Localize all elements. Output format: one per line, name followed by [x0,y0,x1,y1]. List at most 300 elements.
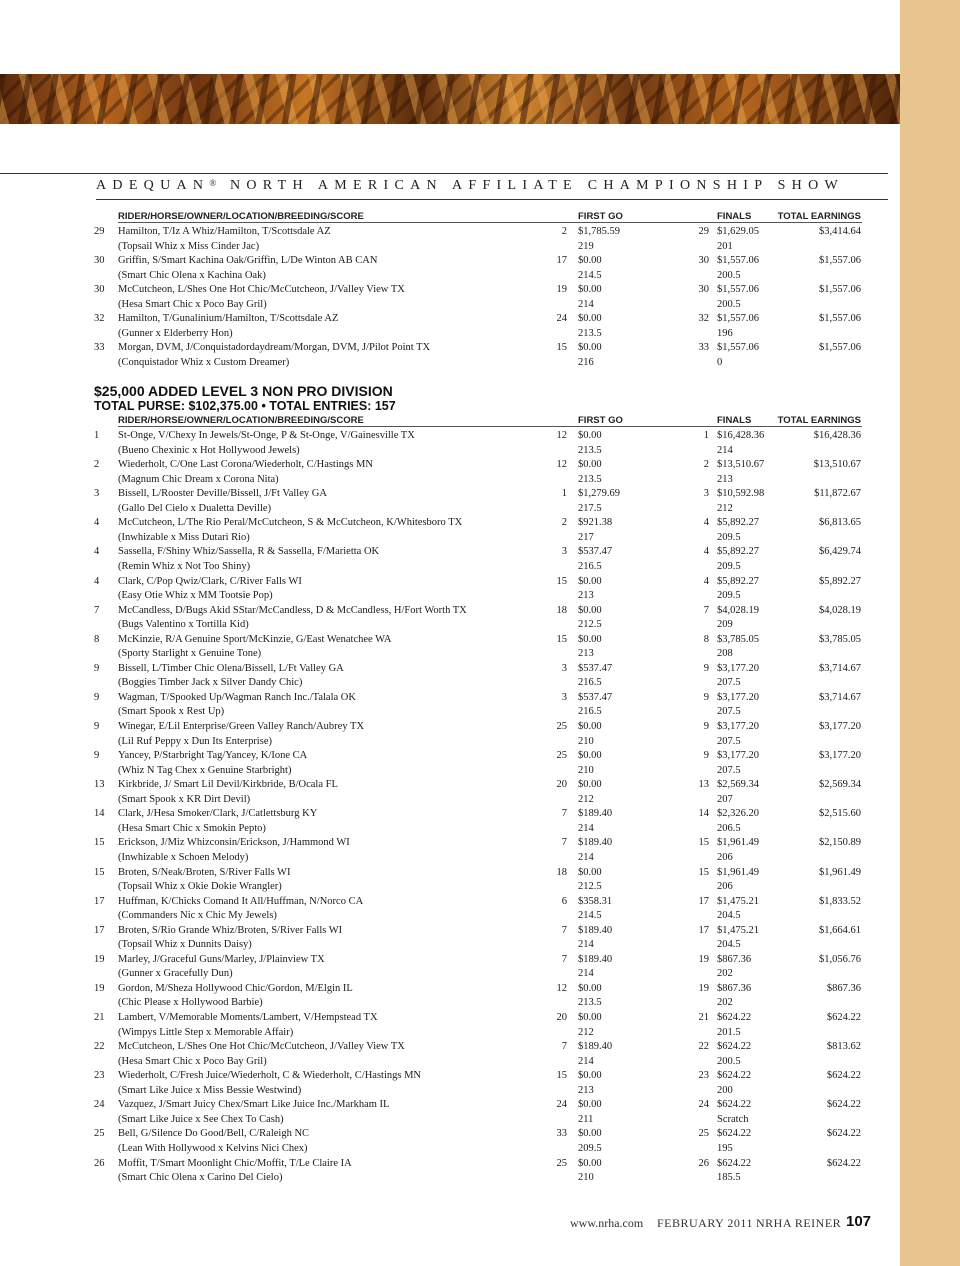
finals-score: 206 [717,881,733,892]
entry-description: Yancey, P/Starbright Tag/Yancey, K/Ione CA [118,750,308,762]
page-footer [570,1213,870,1233]
finals-place: 19 [698,953,709,965]
total-earnings: $624.22 [826,1070,861,1082]
table-row [0,254,880,283]
first-go-score: 213.5 [578,327,602,339]
first-go-place: 7 [561,1041,567,1053]
total-earnings: $1,961.49 [819,866,861,878]
entry-place: 9 [94,721,100,732]
entry-place: 19 [94,953,105,965]
first-go-place: 19 [556,284,567,296]
table-row [0,633,880,662]
table-row [0,1011,880,1040]
column-rule-division [118,426,862,427]
table-row [0,225,880,254]
first-go-score: 214 [578,822,594,834]
entry-breeding: (Smart Like Juice x See Chex To Cash) [118,1113,284,1125]
entry-description: Huffman, K/Chicks Comand It All/Huffman, N/Norco CA [118,895,364,907]
finals-earnings: $3,177.20 [717,691,759,703]
first-go-earnings: $189.40 [578,837,613,849]
entry-place: 17 [94,895,105,907]
first-go-score: 210 [578,735,594,747]
finals-place: 26 [698,1157,709,1169]
finals-earnings: $867.36 [717,953,752,965]
col-first-go-header: FIRST GO [578,211,623,222]
first-go-score: 216.5 [578,706,602,718]
finals-earnings: $3,177.20 [717,721,759,732]
entry-description: McCutcheon, L/The Rio Peral/McCutcheon, S & McCutcheon, K/Whitesboro TX [118,517,463,529]
table-row [0,341,880,370]
total-earnings: $3,177.20 [819,721,861,732]
finals-place: 8 [703,633,709,645]
entry-breeding: (Lean With Hollywood x Kelvins Nici Chex) [118,1142,308,1154]
total-earnings: $2,150.89 [819,837,861,849]
entry-place: 30 [94,255,105,267]
first-go-place: 15 [556,575,567,587]
first-go-place: 7 [561,953,567,965]
entry-place: 1 [94,430,100,441]
col-total-header: TOTAL EARNINGS [777,415,861,426]
first-go-score: 216.5 [578,560,602,572]
finals-earnings: $3,177.20 [717,750,759,762]
first-go-place: 20 [556,779,567,791]
first-go-place: 15 [556,633,567,645]
first-go-score: 216.5 [578,677,602,689]
entry-breeding: (Topsail Whiz x Miss Cinder Jac) [118,240,260,252]
table-row [0,982,880,1011]
finals-earnings: $10,592.98 [717,488,765,500]
finals-place: 33 [698,342,709,354]
finals-score: 196 [717,327,733,339]
page-header-title: ADEQUAN® NORTH AMERICAN AFFILIATE CHAMPIONSHIP SHOW [96,178,845,193]
finals-earnings: $1,961.49 [717,837,759,849]
first-go-score: 209.5 [578,1142,602,1154]
entry-description: Broten, S/Neak/Broten, S/River Falls WI [118,866,291,878]
first-go-score: 212.5 [578,619,602,631]
entry-breeding: (Gallo Del Cielo x Dualetta Deville) [118,502,272,514]
entry-breeding: (Smart Chic Olena x Carino Del Cielo) [118,1172,283,1183]
entry-place: 32 [94,313,105,325]
finals-score: 209 [717,619,733,631]
finals-place: 3 [703,488,709,500]
footer-issue: FEBRUARY 2011 [657,1216,753,1230]
col-finals-header: FINALS [717,211,752,222]
first-go-score: 210 [578,1172,594,1183]
total-earnings: $3,177.20 [819,750,861,762]
entry-breeding: (Gunner x Gracefully Dun) [118,968,233,980]
finals-score: 206 [717,851,733,863]
table-row [0,691,880,720]
finals-earnings: $624.22 [717,1070,752,1082]
first-go-earnings: $921.38 [578,517,613,529]
table-row [0,283,880,312]
entry-place: 15 [94,866,105,878]
first-go-earnings: $1,785.59 [578,226,620,237]
entry-description: Morgan, DVM, J/Conquistadordaydream/Morgan, DVM, J/Pilot Point TX [118,342,431,354]
entry-description: McKinzie, R/A Genuine Sport/McKinzie, G/East Wenatchee WA [118,633,392,645]
finals-score: 0 [717,356,723,368]
entry-place: 22 [94,1041,105,1053]
first-go-score: 217.5 [578,502,602,514]
first-go-place: 15 [556,342,567,354]
entry-place: 9 [94,691,100,703]
total-earnings: $2,569.34 [819,779,861,791]
first-go-score: 214 [578,298,594,310]
finals-place: 29 [698,226,709,237]
first-go-score: 216 [578,356,594,368]
table-row [0,1098,880,1127]
finals-earnings: $1,557.06 [717,342,759,354]
finals-earnings: $16,428.36 [717,430,765,441]
entry-place: 17 [94,924,105,936]
first-go-score: 214 [578,939,594,951]
entry-place: 4 [94,517,100,529]
finals-place: 13 [698,779,709,791]
finals-earnings: $1,557.06 [717,255,759,267]
first-go-score: 212 [578,793,594,805]
table-row [0,604,880,633]
finals-place: 4 [703,517,709,529]
finals-earnings: $5,892.27 [717,575,759,587]
finals-place: 9 [703,750,709,762]
total-earnings: $813.62 [826,1041,861,1053]
first-go-earnings: $0.00 [578,721,602,732]
table-row [0,458,880,487]
finals-place: 4 [703,575,709,587]
total-earnings: $624.22 [826,1099,861,1111]
entry-breeding: (Inwhizable x Schoen Melody) [118,851,249,863]
finals-place: 9 [703,721,709,732]
first-go-earnings: $189.40 [578,808,613,820]
entry-description: St-Onge, V/Chexy In Jewels/St-Onge, P & St-Onge, V/Gainesville TX [118,430,415,441]
entry-place: 9 [94,662,100,674]
finals-score: 207.5 [717,706,741,718]
entry-breeding: (Chic Please x Hollywood Barbie) [118,997,263,1009]
first-go-earnings: $0.00 [578,1099,602,1111]
table-row [0,487,880,516]
finals-score: 207.5 [717,735,741,747]
division-title: $25,000 ADDED LEVEL 3 NON PRO DIVISION [94,383,393,399]
table-row [0,1127,880,1156]
first-go-earnings: $537.47 [578,691,613,703]
entry-breeding: (Hesa Smart Chic x Smokin Pepto) [118,822,266,834]
entry-description: Bissell, L/Timber Chic Olena/Bissell, L/Ft Valley GA [118,662,344,674]
first-go-earnings: $0.00 [578,1012,602,1023]
total-earnings: $624.22 [826,1012,861,1023]
entry-description: Winegar, E/Lil Enterprise/Green Valley Ranch/Aubrey TX [118,721,365,732]
finals-place: 17 [698,895,709,907]
table-row [0,1157,880,1186]
first-go-place: 17 [556,255,567,267]
finals-place: 22 [698,1041,709,1053]
first-go-score: 213.5 [578,997,602,1009]
table-row [0,662,880,691]
first-go-place: 7 [561,837,567,849]
entry-place: 19 [94,982,105,994]
table-row [0,749,880,778]
entry-description: McCutcheon, L/Shes One Hot Chic/McCutcheon, J/Valley View TX [118,1041,405,1053]
first-go-earnings: $358.31 [578,895,613,907]
first-go-score: 214 [578,968,594,980]
entry-description: Clark, J/Hesa Smoker/Clark, J/Catlettsburg KY [118,808,318,820]
first-go-place: 25 [556,721,567,732]
finals-earnings: $1,557.06 [717,284,759,296]
entry-description: Hamilton, T/Gunalinium/Hamilton, T/Scottsdale AZ [118,313,339,325]
entry-breeding: (Topsail Whiz x Dunnits Daisy) [118,939,252,951]
total-earnings: $3,785.05 [819,633,861,645]
entry-breeding: (Topsail Whiz x Okie Dokie Wrangler) [118,881,282,892]
finals-score: 208 [717,648,733,660]
total-earnings: $6,813.65 [819,517,861,529]
total-earnings: $1,557.06 [819,284,861,296]
first-go-score: 213.5 [578,444,602,456]
entry-place: 3 [94,488,100,500]
first-go-place: 12 [556,982,567,994]
finals-score: 202 [717,997,733,1009]
col-first-go-header: FIRST GO [578,415,623,426]
first-go-score: 211 [578,1113,594,1125]
finals-earnings: $624.22 [717,1012,752,1023]
total-earnings: $3,714.67 [819,691,861,703]
first-go-earnings: $537.47 [578,662,613,674]
finals-earnings: $1,475.21 [717,895,759,907]
finals-score: 206.5 [717,822,741,834]
entry-place: 13 [94,779,105,791]
table-row [0,953,880,982]
entry-breeding: (Sporty Starlight x Genuine Tone) [118,648,262,660]
finals-score: Scratch [717,1113,749,1125]
entry-place: 14 [94,808,105,820]
col-total-header: TOTAL EARNINGS [777,211,861,222]
first-go-earnings: $0.00 [578,255,602,267]
entry-breeding: (Hesa Smart Chic x Poco Bay Gril) [118,1055,267,1067]
entry-description: Clark, C/Pop Qwiz/Clark, C/River Falls WI [118,575,302,587]
entry-description: Wiederholt, C/Fresh Juice/Wiederholt, C & Wiederholt, C/Hastings MN [118,1070,421,1082]
finals-score: 200 [717,1084,733,1096]
first-go-score: 219 [578,240,594,252]
finals-score: 209.5 [717,560,741,572]
entry-place: 25 [94,1128,105,1140]
first-go-earnings: $0.00 [578,313,602,325]
first-go-earnings: $0.00 [578,750,602,762]
finals-score: 202 [717,968,733,980]
finals-place: 4 [703,546,709,558]
entry-description: Bissell, L/Rooster Deville/Bissell, J/Ft Valley GA [118,488,327,500]
footer-website: www.nrha.com [570,1216,644,1230]
entry-place: 2 [94,459,100,471]
total-earnings: $6,429.74 [819,546,861,558]
col-rider-header: RIDER/HORSE/OWNER/LOCATION/BREEDING/SCORE [118,211,364,222]
first-go-earnings: $0.00 [578,633,602,645]
first-go-earnings: $0.00 [578,604,602,616]
finals-score: 209.5 [717,590,741,601]
finals-earnings: $5,892.27 [717,546,759,558]
first-go-place: 25 [556,1157,567,1169]
entry-breeding: (Bugs Valentino x Tortilla Kid) [118,619,249,631]
total-earnings: $867.36 [826,982,861,994]
first-go-earnings: $0.00 [578,284,602,296]
first-go-place: 18 [556,866,567,878]
finals-score: 185.5 [717,1172,741,1183]
division-subtitle: TOTAL PURSE: $102,375.00 • TOTAL ENTRIES: 157 [94,399,396,413]
first-go-earnings: $537.47 [578,546,613,558]
entry-description: Kirkbride, J/ Smart Lil Devil/Kirkbride, B/Ocala FL [118,779,338,791]
total-earnings: $4,028.19 [819,604,861,616]
first-go-place: 7 [561,808,567,820]
finals-earnings: $1,629.05 [717,226,759,237]
finals-earnings: $624.22 [717,1099,752,1111]
finals-score: 212 [717,502,733,514]
first-go-score: 213 [578,648,594,660]
entry-place: 26 [94,1157,105,1169]
first-go-earnings: $0.00 [578,430,602,441]
first-go-place: 3 [561,691,567,703]
finals-score: 214 [717,444,733,456]
entry-description: Bell, G/Silence Do Good/Bell, C/Raleigh NC [118,1128,310,1140]
first-go-place: 2 [561,517,567,529]
finals-place: 30 [698,255,709,267]
table-row [0,836,880,865]
first-go-score: 214.5 [578,269,602,281]
entry-description: McCandless, D/Bugs Akid SStar/McCandless, D & McCandless, H/Fort Worth TX [118,604,467,616]
finals-place: 7 [703,604,709,616]
entry-breeding: (Wimpys Little Step x Memorable Affair) [118,1026,294,1038]
entry-place: 29 [94,226,105,237]
total-earnings: $3,414.64 [819,226,861,237]
entry-breeding: (Bueno Chexinic x Hot Hollywood Jewels) [118,444,300,456]
entry-description: Wiederholt, C/One Last Corona/Wiederholt, C/Hastings MN [118,459,373,471]
finals-earnings: $5,892.27 [717,517,759,529]
entry-place: 4 [94,546,100,558]
table-row [0,545,880,574]
entry-breeding: (Commanders Nic x Chic My Jewels) [118,910,277,922]
finals-place: 30 [698,284,709,296]
first-go-place: 6 [561,895,567,907]
entry-breeding: (Gunner x Elderberry Hon) [118,327,233,339]
entry-place: 33 [94,342,105,354]
finals-score: 201 [717,240,733,252]
entry-description: Lambert, V/Memorable Moments/Lambert, V/Hempstead TX [118,1012,378,1023]
first-go-score: 212 [578,1026,594,1038]
entry-description: Vazquez, J/Smart Juicy Chex/Smart Like Juice Inc./Markham IL [118,1099,390,1111]
entry-place: 8 [94,633,100,645]
entry-breeding: (Easy Otie Whiz x MM Tootsie Pop) [118,590,273,601]
finals-place: 9 [703,691,709,703]
finals-score: 207.5 [717,764,741,776]
total-earnings: $1,557.06 [819,342,861,354]
entry-breeding: (Inwhizable x Miss Dutari Rio) [118,531,250,543]
entry-breeding: (Magnum Chic Dream x Corona Nita) [118,473,279,485]
finals-earnings: $3,177.20 [717,662,759,674]
entry-breeding: (Whiz N Tag Chex x Genuine Starbright) [118,764,292,776]
entry-place: 30 [94,284,105,296]
finals-score: 200.5 [717,298,741,310]
first-go-place: 12 [556,430,567,441]
first-go-score: 217 [578,531,594,543]
first-go-earnings: $0.00 [578,1157,602,1169]
finals-earnings: $1,961.49 [717,866,759,878]
first-go-earnings: $0.00 [578,1070,602,1082]
first-go-earnings: $189.40 [578,953,613,965]
finals-earnings: $867.36 [717,982,752,994]
entry-place: 15 [94,837,105,849]
total-earnings: $3,714.67 [819,662,861,674]
total-earnings: $1,833.52 [819,895,861,907]
entry-place: 24 [94,1099,105,1111]
total-earnings: $1,557.06 [819,313,861,325]
finals-score: 213 [717,473,733,485]
entry-breeding: (Conquistador Whiz x Custom Dreamer) [118,356,290,368]
total-earnings: $1,557.06 [819,255,861,267]
total-earnings: $624.22 [826,1128,861,1140]
table-row [0,429,880,458]
entry-description: Moffit, T/Smart Moonlight Chic/Moffit, T/Le Claire IA [118,1157,352,1169]
entry-description: Erickson, J/Miz Whizconsin/Erickson, J/Hammond WI [118,837,350,849]
header-rule [0,173,888,174]
first-go-place: 12 [556,459,567,471]
finals-place: 21 [698,1012,709,1023]
first-go-earnings: $0.00 [578,866,602,878]
first-go-score: 214.5 [578,910,602,922]
first-go-place: 18 [556,604,567,616]
finals-place: 2 [703,459,709,471]
finals-place: 15 [698,866,709,878]
first-go-earnings: $189.40 [578,924,613,936]
entry-description: Broten, S/Rio Grande Whiz/Broten, S/River Falls WI [118,924,343,936]
finals-earnings: $2,326.20 [717,808,759,820]
first-go-earnings: $1,279.69 [578,488,620,500]
finals-earnings: $2,569.34 [717,779,759,791]
total-earnings: $13,510.67 [813,459,861,471]
total-earnings: $2,515.60 [819,808,861,820]
finals-place: 19 [698,982,709,994]
page-number: 107 [846,1213,872,1230]
finals-score: 204.5 [717,910,741,922]
entry-place: 23 [94,1070,105,1082]
col-rider-header: RIDER/HORSE/OWNER/LOCATION/BREEDING/SCORE [118,415,364,426]
entry-breeding: (Hesa Smart Chic x Poco Bay Gril) [118,298,267,310]
finals-earnings: $1,475.21 [717,924,759,936]
finals-score: 200.5 [717,1055,741,1067]
first-go-score: 210 [578,764,594,776]
table-row [0,516,880,545]
first-go-place: 20 [556,1012,567,1023]
entry-breeding: (Smart Spook x KR Dirt Devil) [118,793,251,805]
table-row [0,866,880,895]
table-row [0,924,880,953]
first-go-place: 24 [556,1099,567,1111]
finals-earnings: $1,557.06 [717,313,759,325]
first-go-score: 213.5 [578,473,602,485]
col-finals-header: FINALS [717,415,752,426]
first-go-place: 1 [561,488,567,500]
finals-earnings: $624.22 [717,1041,752,1053]
first-go-earnings: $0.00 [578,1128,602,1140]
first-go-score: 214 [578,851,594,863]
finals-earnings: $13,510.67 [717,459,765,471]
table-row [0,807,880,836]
first-go-score: 213 [578,1084,594,1096]
entry-place: 4 [94,575,100,587]
finals-place: 1 [703,430,709,441]
header-rule-bottom [96,199,888,200]
finals-score: 207.5 [717,677,741,689]
table-row [0,778,880,807]
finals-score: 195 [717,1142,733,1154]
finals-place: 9 [703,662,709,674]
finals-place: 15 [698,837,709,849]
entry-breeding: (Smart Spook x Rest Up) [118,706,225,718]
